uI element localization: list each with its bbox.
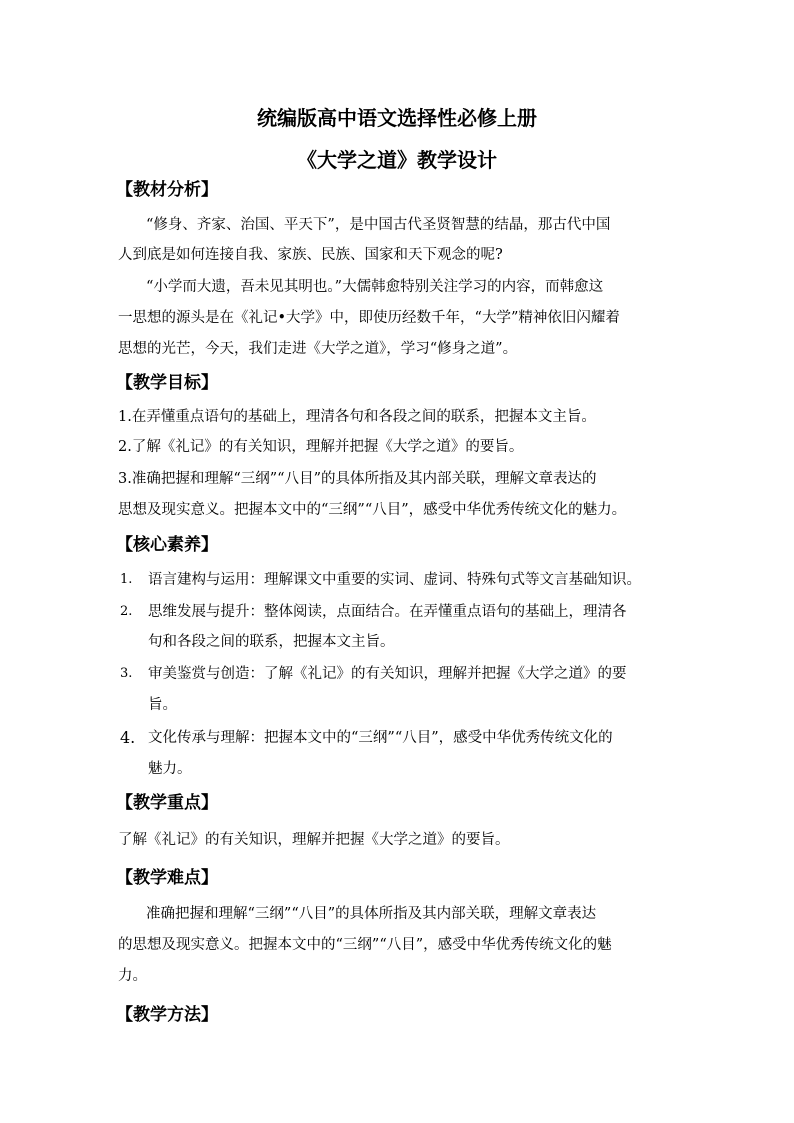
heading-teaching-methods: 【教学方法】	[116, 1005, 218, 1025]
heading-teaching-goals: 【教学目标】	[116, 373, 218, 393]
literacy-item-2-number: 2.	[120, 604, 133, 619]
difficult-points-line2: 的思想及现实意义。把握本文中的“三纲”“八目”，感受中华优秀传统文化的魅	[118, 937, 612, 953]
literacy-item-3-line1: 审美鉴赏与创造：了解《礼记》的有关知识，理解并把握《大学之道》的要	[148, 666, 627, 682]
analysis-p1-line1: “修身、齐家、治国、平天下”，是中国古代圣贤智慧的结晶，那古代中国	[146, 217, 611, 233]
goal-item-2: 2.了解《礼记》的有关知识，理解并把握《大学之道》的要旨。	[118, 439, 524, 455]
literacy-item-3-line2: 旨。	[148, 697, 177, 713]
document-title: 统编版高中语文选择性必修上册	[257, 106, 537, 130]
heading-difficult-points: 【教学难点】	[116, 868, 218, 888]
goal-item-3-line1: 3.准确把握和理解“三纲”“八目”的具体所指及其内部关联，理解文章表达的	[118, 471, 597, 487]
literacy-item-1-line1: 语言建构与运用：理解课文中重要的实词、虚词、特殊句式等文言基础知识。	[148, 572, 641, 588]
document-subtitle: 《大学之道》教学设计	[297, 148, 497, 172]
literacy-item-4-line1: 文化传承与理解：把握本文中的“三纲”“八目”，感受中华优秀传统文化的	[148, 730, 613, 746]
analysis-p2-line2: 一思想的源头是在《礼记•大学》中，即使历经数千年，“大学”精神依旧闪耀着	[118, 310, 620, 326]
heading-textbook-analysis: 【教材分析】	[116, 180, 218, 200]
goal-item-1: 1.在弄懂重点语句的基础上，理清各句和各段之间的联系，把握本文主旨。	[118, 409, 596, 425]
heading-core-literacy: 【核心素养】	[116, 535, 218, 555]
literacy-item-2-line2: 句和各段之间的联系，把握本文主旨。	[148, 634, 395, 650]
literacy-item-1-number: 1.	[120, 572, 133, 587]
goal-item-3-line2: 思想及现实意义。把握本文中的“三纲”“八目”，感受中华优秀传统文化的魅力。	[118, 502, 627, 518]
literacy-item-4-line2: 魅力。	[148, 761, 192, 777]
analysis-p1-line2: 人到底是如何连接自我、家族、民族、国家和天下观念的呢?	[118, 247, 503, 263]
literacy-item-4-number: 4.	[120, 728, 136, 747]
literacy-item-3-number: 3.	[120, 666, 133, 681]
literacy-item-2-line1: 思维发展与提升：整体阅读，点面结合。在弄懂重点语句的基础上，理清各	[148, 604, 627, 620]
analysis-p2-line1: “小学而大遗，吾未见其明也。”大儒韩愈特别关注学习的内容，而韩愈这	[146, 279, 604, 295]
analysis-p2-line3: 思想的光芒，今天，我们走进《大学之道》，学习“修身之道”。	[118, 341, 518, 357]
difficult-points-line1: 准确把握和理解“三纲”“八目”的具体所指及其内部关联，理解文章表达	[146, 906, 597, 922]
difficult-points-line3: 力。	[118, 968, 147, 984]
heading-key-points: 【教学重点】	[116, 793, 218, 813]
key-points-text: 了解《礼记》的有关知识，理解并把握《大学之道》的要旨。	[118, 832, 510, 848]
